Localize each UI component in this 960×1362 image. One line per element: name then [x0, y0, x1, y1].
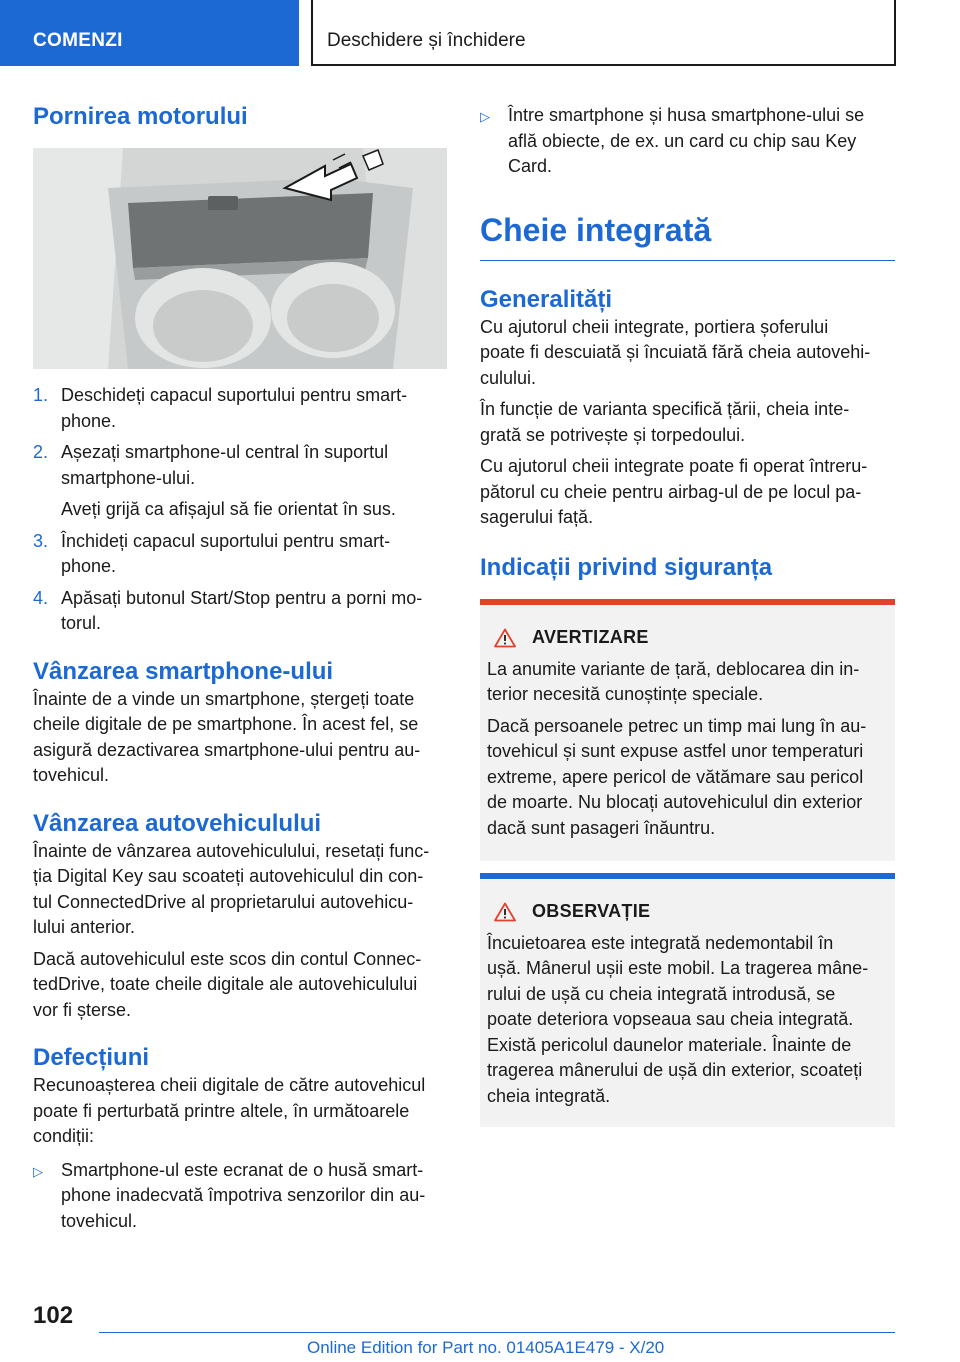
footer-rule: [99, 1332, 895, 1333]
warning-title: AVERTIZARE: [532, 627, 649, 647]
step-2: [33, 440, 447, 491]
notice-triangle-icon: [494, 902, 516, 922]
step-text: phone.: [61, 556, 117, 576]
step-text: torul.: [61, 613, 102, 633]
step-text: Închideți capacul suportului pentru smart-: [61, 530, 391, 551]
para-general-2: În funcție de varianta specifică țării, cheia inte- grată se potrivește și torpedoului.: [480, 399, 850, 445]
bullet-triangle-icon: ▷: [33, 1163, 43, 1179]
left-column: [33, 102, 447, 1234]
notice-text: Încuietoarea este integrată nedemontabil în ușă. Mânerul ușii este mobil. La tragerea mâne- rului de ușă cu cheia integrată introdusă, se poate deteriora vopseaua sau cheia integrată. Există pericolul daunelor materiale. Înainte de tragerea mânerului de ușă din exterior, scoateți cheia integrată.: [487, 932, 869, 1106]
notice-bar: [480, 873, 895, 879]
edition-text: Online Edition for Part no. 01405A1E479 - X/20: [307, 1338, 665, 1357]
step-1: [33, 383, 447, 434]
warning-header: [480, 625, 895, 651]
page-number: 102: [33, 1302, 74, 1329]
para-smartphone-sale: Înainte de a vinde un smartphone, ștergeți toate cheile digitale de pe smartphone. În acest fel, se asigură dezactivarea smartphone-ului pentru au- tovehicul.: [33, 688, 421, 785]
notice-title: OBSERVAȚIE: [532, 901, 651, 921]
para-general-1: Cu ajutorul cheii integrate, portiera șoferului poate fi descuiată și încuiată fără cheia autovehi- culului.: [480, 316, 871, 388]
step-text: smartphone-ului.: [61, 467, 196, 488]
bullet-triangle-icon: ▷: [480, 109, 490, 124]
step-4: [33, 586, 447, 637]
notice-header: [480, 899, 895, 925]
step-number: 3.: [33, 530, 49, 551]
step-text: Deschideți capacul suportului pentru smart-: [61, 385, 408, 405]
step-3: [33, 529, 447, 580]
heading-start-engine: Pornirea motorului: [33, 103, 248, 130]
heading-general: Generalități: [480, 285, 613, 313]
heading-integrated-key: Cheie integrată: [480, 211, 712, 248]
heading-malfunctions: Defecțiuni: [33, 1044, 150, 1071]
notice-box: [480, 873, 895, 1127]
heading-rule: [480, 260, 895, 261]
heading-vehicle-sale: Vânzarea autovehiculului: [33, 809, 322, 837]
chapter-tab: [311, 0, 896, 66]
heading-smartphone-sale: Vânzarea smartphone-ului: [33, 657, 334, 685]
right-column: [480, 102, 895, 1127]
step-2-note: Aveți grijă ca afișajul să fie orientat în sus.: [61, 499, 396, 519]
bullet-objects-between: ▷ Între smartphone și husa smartphone-ului se află obiecte, de ex. un card cu chip sau Key Card.: [480, 105, 865, 176]
para-vehicle-sale-1: Înainte de vânzarea autovehiculului, resetați func- ția Digital Key sau scoateți autovehiculul din con- tul ConnectedDrive al proprietarului autovehicu- lului anterior.: [33, 840, 430, 937]
step-number: 4.: [33, 587, 49, 608]
warning-box: [480, 599, 895, 861]
warning-triangle-icon: [494, 628, 516, 648]
heading-safety: Indicații privind siguranța: [480, 553, 773, 581]
section-label: COMENZI: [33, 30, 123, 51]
steps-list: [33, 383, 447, 637]
para-vehicle-sale-2: Dacă autovehiculul este scos din contul Connec- tedDrive, toate cheile digitale ale autovehiculului vor fi șterse.: [33, 948, 422, 1020]
para-malfunctions: Recunoașterea cheii digitale de către autovehicul poate fi perturbată printre altele, în următoarele condiții:: [33, 1075, 426, 1146]
section-tab: [0, 0, 299, 66]
step-text: Așezați smartphone-ul central în suportul: [61, 442, 389, 462]
phone-holder-photo: [33, 148, 447, 369]
step-text: phone.: [61, 410, 117, 431]
step-number: 2.: [33, 442, 49, 462]
phone-holder-illustration: [33, 148, 447, 369]
warning-text-2: Dacă persoanele petrec un timp mai lung în au- tovehicul și sunt expuse astfel unor temperaturi extreme, apere pericol de vătămare sau pericol de moarte. Nu blocați autovehiculul din exterior dacă sunt pasageri înăuntru.: [487, 715, 867, 838]
para-general-3: Cu ajutorul cheii integrate poate fi operat întreru- pătorul cu cheie pentru airbag-ul de pe locul pa- sagerului față.: [480, 456, 868, 527]
warning-text-1: La anumite variante de țară, deblocarea din in- terior necesită cunoștințe speciale.: [487, 658, 860, 704]
step-number: 1.: [33, 385, 49, 405]
chapter-label: Deschidere și închidere: [327, 30, 526, 51]
warning-bar: [480, 599, 895, 605]
bullet-phone-case: ▷ Smartphone-ul este ecranat de o husă smart- phone inadecvată împotriva senzorilor din au- tovehicul.: [33, 1159, 426, 1231]
step-text: Apăsați butonul Start/Stop pentru a porni mo-: [61, 587, 423, 608]
